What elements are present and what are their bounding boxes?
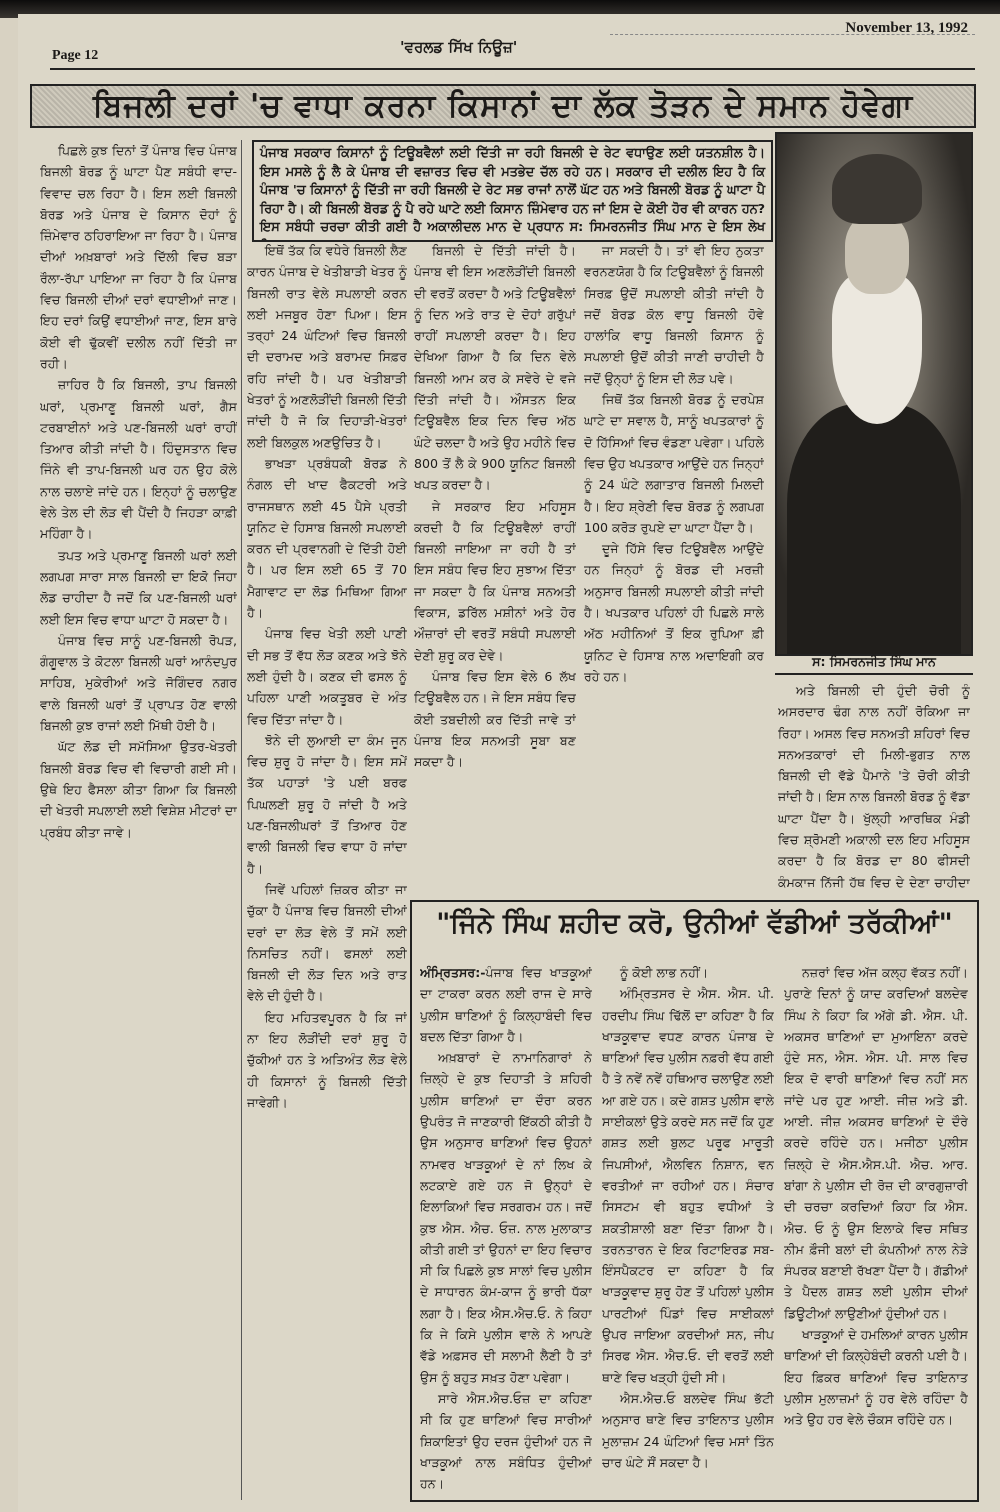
paragraph: ਨਜ਼ਰਾਂ ਵਿਚ ਅੱਜ ਕਲ੍ਹ ਵੱਕਤ ਨਹੀਂ। ਪੁਰਾਣੇ ਦਿਨਾਂ ਨੂੰ ਯਾਦ ਕਰਦਿਆਂ ਬਲਦੇਵ ਸਿੰਘ ਨੇ ਕਿਹਾ ਕਿ ਅੱਗੇ ਡੀ. ਐਸ. ਪੀ. ਅਕਸਰ ਥਾਣਿਆਂ ਦਾ ਮੁਆਇਨਾ ਕਰਦੇ ਹੁੰਦੇ ਸਨ, ਐਸ. ਐਸ. ਪੀ. ਸਾਲ ਵਿਚ ਇਕ ਦੋ ਵਾਰੀ ਥਾਣਿਆਂ ਵਿਚ ਨਹੀਂ ਸਨ ਜਾਂਦੇ ਪਰ ਹੁਣ ਆਈ. ਜੀਜ਼ ਅਤੇ ਡੀ. ਆਈ. ਜੀਜ਼ ਅਕਸਰ ਥਾਣਿਆਂ ਦੇ ਦੌਰੇ ਕਰਦੇ ਰਹਿੰਦੇ ਹਨ। ਮਜੀਠਾ ਪੁਲੀਸ ਜ਼ਿਲ੍ਹੇ ਦੇ ਐਸ.ਐਸ.ਪੀ. ਐਚ. ਆਰ. ਬਾਂਗਾ ਨੇ ਪੁਲੀਸ ਦੀ ਰੋਜ਼ ਦੀ ਕਾਰਗੁਜ਼ਾਰੀ ਦੀ ਚਰਚਾ ਕਰਦਿਆਂ ਕਿਹਾ ਕਿ ਐਸ. ਐਚ. ਓ ਨੂੰ ਉਸ ਇਲਾਕੇ ਵਿਚ ਸਥਿਤ ਨੀਮ ਫ਼ੌਜੀ ਬਲਾਂ ਦੀ ਕੰਪਨੀਆਂ ਨਾਲ ਨੇੜੇ ਸੰਪਰਕ ਬਣਾਈ ਰੱਖਣਾ ਪੈਂਦਾ ਹੈ। ਗੱਡੀਆਂ ਤੇ ਪੈਦਲ ਗਸ਼ਤ ਲਈ ਪੁਲੀਸ ਦੀਆਂ ਡਿਊਟੀਆਂ ਲਾਉਣੀਆਂ ਹੁੰਦੀਆਂ ਹਨ।: [784, 965, 968, 1321]
paragraph: ਨੂੰ ਕੋਈ ਲਾਭ ਨਹੀਂ।: [620, 965, 709, 980]
paragraph: ਜ਼ਾਹਿਰ ਹੈ ਕਿ ਬਿਜਲੀ, ਤਾਪ ਬਿਜਲੀ ਘਰਾਂ, ਪ੍ਰਮਾਣੂ ਬਿਜਲੀ ਘਰਾਂ, ਗੈਸ ਟਰਬਾਈਨਾਂ ਅਤੇ ਪਣ-ਬਿਜਲੀ ਘਰਾਂ ਰਾਹੀਂ ਤਿਆਰ ਕੀਤੀ ਜਾਂਦੀ ਹੈ। ਹਿੰਦੁਸਤਾਨ ਵਿਚ ਜਿੰਨੇ ਵੀ ਤਾਪ-ਬਿਜਲੀ ਘਰ ਹਨ ਉਹ ਕੋਲੇ ਨਾਲ ਚਲਾਏ ਜਾਂਦੇ ਹਨ। ਇਨ੍ਹਾਂ ਨੂੰ ਚਲਾਉਣ ਵੇਲੇ ਤੇਲ ਦੀ ਲੋੜ ਵੀ ਪੈਂਦੀ ਹੈ ਜਿਹੜਾ ਕਾਫ਼ੀ ਮਹਿੰਗਾ ਹੈ।: [40, 377, 237, 542]
column-divider: [241, 140, 242, 1500]
article-intro-box: ਪੰਜਾਬ ਸਰਕਾਰ ਕਿਸਾਨਾਂ ਨੂੰ ਟਿਊਬਵੈਲਾਂ ਲਈ ਦਿੱਤੀ ਜਾ ਰਹੀ ਬਿਜਲੀ ਦੇ ਰੇਟ ਵਧਾਉਣ ਲਈ ਯਤਨਸ਼ੀਲ ਹੈ। ਇਸ ਮਸਲੇ ਨੂੰ ਲੈ ਕੇ ਪੰਜਾਬ ਦੀ ਵਜ਼ਾਰਤ ਵਿਚ ਵੀ ਮਤਭੇਦ ਚੱਲ ਰਹੇ ਹਨ। ਸਰਕਾਰ ਦੀ ਦਲੀਲ ਇਹ ਹੈ ਕਿ ਪੰਜਾਬ 'ਚ ਕਿਸਾਨਾਂ ਨੂੰ ਦਿੱਤੀ ਜਾ ਰਹੀ ਬਿਜਲੀ ਦੇ ਰੇਟ ਸਭ ਰਾਜਾਂ ਨਾਲੋਂ ਘੱਟ ਹਨ ਅਤੇ ਬਿਜਲੀ ਬੋਰਡ ਨੂੰ ਘਾਟਾ ਪੈ ਰਿਹਾ ਹੈ। ਕੀ ਬਿਜਲੀ ਬੋਰਡ ਨੂੰ ਪੈ ਰਹੇ ਘਾਟੇ ਲਈ ਕਿਸਾਨ ਜ਼ਿੰਮੇਵਾਰ ਹਨ ਜਾਂ ਇਸ ਦੇ ਕੋਈ ਹੋਰ ਵੀ ਕਾਰਨ ਹਨ? ਇਸ ਸਬੰਧੀ ਚਰਚਾ ਕੀਤੀ ਗਈ ਹੈ ਅਕਾਲੀਦਲ ਮਾਨ ਦੇ ਪ੍ਰਧਾਨ ਸ: ਸਿਮਰਨਜੀਤ ਸਿੰਘ ਮਾਨ ਦੇ ਇਸ ਲੇਖ: [252, 140, 773, 242]
paragraph: ਪੰਜਾਬ ਵਿਚ ਸਾਨੂੰ ਪਣ-ਬਿਜਲੀ ਰੋਪੜ, ਗੰਗੂਵਾਲ ਤੇ ਕੋਟਲਾ ਬਿਜਲੀ ਘਰਾਂ ਆਨੰਦਪੁਰ ਸਾਹਿਬ, ਮੁਕੇਰੀਆਂ ਅਤੇ ਜੋਗਿੰਦਰ ਨਗਰ ਵਾਲੇ ਬਿਜਲੀ ਘਰਾਂ ਤੋਂ ਪ੍ਰਾਪਤ ਹੋਣ ਵਾਲੀ ਬਿਜਲੀ ਕੁਝ ਰਾਜਾਂ ਲਈ ਮਿੱਥੀ ਹੋਈ ਹੈ।: [40, 632, 237, 734]
article1-column-5: [778, 680, 970, 895]
article2-column-3: [784, 962, 968, 1497]
paragraph: ਘੱਟ ਲੋਡ ਦੀ ਸਮੱਸਿਆ ਉਤਰ-ਖੇਤਰੀ ਬਿਜਲੀ ਬੋਰਡ ਵਿਚ ਵੀ ਵਿਚਾਰੀ ਗਈ ਸੀ। ਉਥੇ ਇਹ ਫੈਸਲਾ ਕੀਤਾ ਗਿਆ ਕਿ ਬਿਜਲੀ ਦੀ ਖੇਤਰੀ ਸਪਲਾਈ ਲਈ ਵਿਸ਼ੇਸ਼ ਮੀਟਰਾਂ ਦਾ ਪ੍ਰਬੰਧ ਕੀਤਾ ਜਾਵੇ।: [40, 739, 237, 840]
article1-column-1: [40, 140, 237, 1505]
article2-box: [410, 900, 979, 1502]
article1-column-2: [247, 240, 407, 1505]
paragraph: ਤਪਤ ਅਤੇ ਪ੍ਰਮਾਣੂ ਬਿਜਲੀ ਘਰਾਂ ਲਈ ਲਗਪਗ ਸਾਰਾ ਸਾਲ ਬਿਜਲੀ ਦਾ ਇਕੋ ਜਿਹਾ ਲੋਡ ਚਾਹੀਦਾ ਹੈ ਜਦੋਂ ਕਿ ਪਣ-ਬਿਜਲੀ ਘਰਾਂ ਲਈ ਇਸ ਵਿਚ ਵਾਧਾ ਘਾਟਾ ਹੋ ਸਕਦਾ ਹੈ।: [40, 547, 237, 627]
article1-column-3: [414, 240, 576, 895]
article-headline: ਬਿਜਲੀ ਦਰਾਂ 'ਚ ਵਾਧਾ ਕਰਨਾ ਕਿਸਾਨਾਂ ਦਾ ਲੱਕ ਤੋੜਨ ਦੇ ਸਮਾਨ ਹੋਵੇਗਾ: [30, 84, 976, 128]
header-rule-short: [610, 34, 975, 35]
photo-figure-face: [845, 214, 909, 294]
paragraph: ਪੰਜਾਬ ਵਿਚ ਇਸ ਵੇਲੇ 6 ਲੱਖ ਟਿਊਬਵੈਲ ਹਨ। ਜੇ ਇਸ ਸਬੰਧ ਵਿਚ ਕੋਈ ਤਬਦੀਲੀ ਕਰ ਦਿੱਤੀ ਜਾਵੇ ਤਾਂ ਪੰਜਾਬ ਇਕ ਸਨਅਤੀ ਸੂਬਾ ਬਣ ਸਕਦਾ ਹੈ।: [414, 668, 576, 770]
photo-figure-turban: [832, 154, 922, 224]
paragraph: ਪੰਜਾਬ ਵਿਚ ਖਾੜਕੂਆਂ ਦਾ ਟਾਕਰਾ ਕਰਨ ਲਈ ਰਾਜ ਦੇ ਸਾਰੇ ਪੁਲੀਸ ਥਾਣਿਆਂ ਨੂੰ ਕਿਲ੍ਹਾਬੰਦੀ ਵਿਚ ਬਦਲ ਦਿੱਤਾ ਗਿਆ ਹੈ।: [420, 965, 592, 1044]
paragraph: ਪੰਜਾਬ ਵਿਚ ਖੇਤੀ ਲਈ ਪਾਣੀ ਦੀ ਸਭ ਤੋਂ ਵੱਧ ਲੋੜ ਕਣਕ ਅਤੇ ਝੋਨੇ ਲਈ ਹੁੰਦੀ ਹੈ। ਕਣਕ ਦੀ ਫਸਲ ਨੂੰ ਪਹਿਲਾ ਪਾਣੀ ਅਕਤੂਬਰ ਦੇ ਅੰਤ ਵਿਚ ਦਿੱਤਾ ਜਾਂਦਾ ਹੈ।: [247, 626, 407, 727]
paragraph: ਜਿਥੋਂ ਤੱਕ ਬਿਜਲੀ ਬੋਰਡ ਨੂੰ ਦਰਪੇਸ਼ ਘਾਟੇ ਦਾ ਸਵਾਲ ਹੈ, ਸਾਨੂੰ ਖਪਤਕਾਰਾਂ ਨੂੰ ਦੋ ਹਿੱਸਿਆਂ ਵਿਚ ਵੰਡਣਾ ਪਵੇਗਾ। ਪਹਿਲੇ ਵਿਚ ਉਹ ਖਪਤਕਾਰ ਆਉਂਦੇ ਹਨ ਜਿਨ੍ਹਾਂ ਨੂੰ 24 ਘੰਟੇ ਲਗਾਤਾਰ ਬਿਜਲੀ ਮਿਲਦੀ ਹੈ। ਇਹ ਸ਼੍ਰੇਣੀ ਵਿਚ ਬੋਰਡ ਨੂੰ ਲਗਪਗ 100 ਕਰੋੜ ਰੁਪਏ ਦਾ ਘਾਟਾ ਪੈਂਦਾ ਹੈ।: [584, 392, 764, 535]
article2-column-2: [602, 962, 774, 1497]
paragraph: ਝੋਨੇ ਦੀ ਲੁਆਈ ਦਾ ਕੰਮ ਜੂਨ ਵਿਚ ਸ਼ੁਰੂ ਹੋ ਜਾਂਦਾ ਹੈ। ਇਸ ਸਮੇਂ ਤੱਕ ਪਹਾੜਾਂ 'ਤੇ ਪਈ ਬਰਫ ਪਿਘਲਣੀ ਸ਼ੁਰੂ ਹੋ ਜਾਂਦੀ ਹੈ ਅਤੇ ਪਣ-ਬਿਜਲੀਘਰਾਂ ਤੋਂ ਤਿਆਰ ਹੋਣ ਵਾਲੀ ਬਿਜਲੀ ਵਿਚ ਵਾਧਾ ਹੋ ਜਾਂਦਾ ਹੈ।: [247, 732, 407, 876]
paragraph: ਸਾਰੇ ਐਸ.ਐਚ.ਓਜ਼ ਦਾ ਕਹਿਣਾ ਸੀ ਕਿ ਹੁਣ ਥਾਣਿਆਂ ਵਿਚ ਸਾਰੀਆਂ ਸ਼ਿਕਾਇਤਾਂ ਉਹ ਦਰਜ ਹੁੰਦੀਆਂ ਹਨ ਜੋ ਖਾੜਕੂਆਂ ਨਾਲ ਸਬੰਧਿਤ ਹੁੰਦੀਆਂ ਹਨ।: [420, 1390, 592, 1492]
header-rule: [50, 68, 975, 70]
paragraph: ਅਤੇ ਬਿਜਲੀ ਦੀ ਹੁੰਦੀ ਚੋਰੀ ਨੂੰ ਅਸਰਦਾਰ ਢੰਗ ਨਾਲ ਨਹੀਂ ਰੋਕਿਆ ਜਾ ਰਿਹਾ। ਅਸਲ ਵਿਚ ਸਨਅਤੀ ਸ਼ਹਿਰਾਂ ਵਿਚ ਸਨਅਤਕਾਰਾਂ ਦੀ ਮਿਲੀ-ਭੁਗਤ ਨਾਲ ਬਿਜਲੀ ਦੀ ਵੱਡੇ ਪੈਮਾਨੇ 'ਤੇ ਚੋਰੀ ਕੀਤੀ ਜਾਂਦੀ ਹੈ। ਇਸ ਨਾਲ ਬਿਜਲੀ ਬੋਰਡ ਨੂੰ ਵੱਡਾ ਘਾਟਾ ਪੈਂਦਾ ਹੈ। ਖੁੱਲ੍ਹੀ ਆਰਥਿਕ ਮੰਡੀ ਵਿਚ ਸ਼੍ਰੋਮਣੀ ਅਕਾਲੀ ਦਲ ਇਹ ਮਹਿਸੂਸ ਕਰਦਾ ਹੈ ਕਿ ਬੋਰਡ ਦਾ 80 ਫੀਸਦੀ ਕੰਮਕਾਜ ਨਿੱਜੀ ਹੱਥ ਵਿਚ ਦੇ ਦੇਣਾ ਚਾਹੀਦਾ: [778, 683, 970, 890]
article2-column-1-rest: [420, 1047, 592, 1494]
author-photo: [775, 132, 973, 656]
paragraph: ਇਥੋਂ ਤੱਕ ਕਿ ਵਧੇਰੇ ਬਿਜਲੀ ਲੈਣ ਕਾਰਨ ਪੰਜਾਬ ਦੇ ਖੇਤੀਬਾੜੀ ਖੇਤਰ ਨੂੰ ਬਿਜਲੀ ਰਾਤ ਵੇਲੇ ਸਪਲਾਈ ਕਰਨ ਲਈ ਮਜਬੂਰ ਹੋਣਾ ਪਿਆ। ਇਸ ਤਰ੍ਹਾਂ 24 ਘੰਟਿਆਂ ਵਿਚ ਬਿਜਲੀ ਦੀ ਦਰਾਮਦ ਅਤੇ ਬਰਾਮਦ ਸਿਫ਼ਰ ਰਹਿ ਜਾਂਦੀ ਹੈ। ਪਰ ਖੇਤੀਬਾੜੀ ਖੇਤਰਾਂ ਨੂੰ ਅਣਲੋੜੀਂਦੀ ਬਿਜਲੀ ਦਿੱਤੀ ਜਾਂਦੀ ਹੈ ਜੋ ਕਿ ਦਿਹਾੜੀ-ਖੇਤਰਾਂ ਲਈ ਬਿਲਕੁਲ ਅਣਉਚਿਤ ਹੈ।: [247, 243, 407, 450]
photo-caption: ਸ: ਸਿਮਰਨਜੀਤ ਸਿੰਘ ਮਾਨ: [775, 654, 973, 675]
paragraph: ਜਾ ਸਕਦੀ ਹੈ। ਤਾਂ ਵੀ ਇਹ ਨੁਕਤਾ ਵਰਨਣਯੋਗ ਹੈ ਕਿ ਟਿਊਬਵੈਲਾਂ ਨੂੰ ਬਿਜਲੀ ਸਿਰਫ਼ ਉਦੋਂ ਸਪਲਾਈ ਕੀਤੀ ਜਾਂਦੀ ਹੈ ਜਦੋਂ ਬੋਰਡ ਕੋਲ ਵਾਧੂ ਬਿਜਲੀ ਹੋਵੇ ਹਾਲਾਂਕਿ ਵਾਧੂ ਬਿਜਲੀ ਕਿਸਾਨ ਨੂੰ ਸਪਲਾਈ ਉਦੋਂ ਕੀਤੀ ਜਾਣੀ ਚਾਹੀਦੀ ਹੈ ਜਦੋਂ ਉਨ੍ਹਾਂ ਨੂੰ ਇਸ ਦੀ ਲੋੜ ਪਵੇ।: [584, 243, 764, 386]
masthead: 'ਵਰਲਡ ਸਿੱਖ ਨਿਊਜ਼': [400, 38, 518, 56]
article2-dateline: ਅੰਮ੍ਰਿਤਸਰ:-: [420, 965, 486, 980]
paragraph: ਐਸ.ਐਚ.ਓ ਬਲਦੇਵ ਸਿੰਘ ਭੱਟੀ ਅਨੁਸਾਰ ਥਾਣੇ ਵਿਚ ਤਾਇਨਾਤ ਪੁਲੀਸ ਮੁਲਾਜ਼ਮ 24 ਘੰਟਿਆਂ ਵਿਚ ਮਸਾਂ ਤਿੰਨ ਚਾਰ ਘੰਟੇ ਸੌਂ ਸਕਦਾ ਹੈ।: [602, 1390, 774, 1470]
paragraph: ਦੂਜੇ ਹਿੱਸੇ ਵਿਚ ਟਿਊਬਵੈਲ ਆਉਂਦੇ ਹਨ ਜਿਨ੍ਹਾਂ ਨੂੰ ਬੋਰਡ ਦੀ ਮਰਜ਼ੀ ਅਨੁਸਾਰ ਬਿਜਲੀ ਸਪਲਾਈ ਕੀਤੀ ਜਾਂਦੀ ਹੈ। ਖਪਤਕਾਰ ਪਹਿਲਾਂ ਹੀ ਪਿਛਲੇ ਸਾਲੇ ਅੱਠ ਮਹੀਨਿਆਂ ਤੋਂ ਇਕ ਰੁਪਿਆ ਫ਼ੀ ਯੂਨਿਟ ਦੇ ਹਿਸਾਬ ਨਾਲ ਅਦਾਇਗੀ ਕਰ ਰਹੇ ਹਨ।: [584, 541, 764, 684]
article2-headline: "ਜਿੰਨੇ ਸਿੰਘ ਸ਼ਹੀਦ ਕਰੋ, ਉਨੀਆਂ ਵੱਡੀਆਂ ਤਰੱਕੀਆਂ": [436, 908, 953, 939]
paragraph: ਜਿਵੇਂ ਪਹਿਲਾਂ ਜ਼ਿਕਰ ਕੀਤਾ ਜਾ ਚੁੱਕਾ ਹੈ ਪੰਜਾਬ ਵਿਚ ਬਿਜਲੀ ਦੀਆਂ ਦਰਾਂ ਦਾ ਲੋੜ ਵੇਲੇ ਤੋਂ ਸਮੇਂ ਲਈ ਨਿਸਚਿਤ ਨਹੀਂ। ਫਸਲਾਂ ਲਈ ਬਿਜਲੀ ਦੀ ਲੋੜ ਦਿਨ ਅਤੇ ਰਾਤ ਵੇਲੇ ਦੀ ਹੁੰਦੀ ਹੈ।: [247, 881, 407, 1004]
article1-column-4: [584, 240, 764, 895]
issue-date: November 13, 1992: [845, 20, 968, 36]
paragraph: ਅੰਮ੍ਰਿਤਸਰ ਦੇ ਐਸ. ਐਸ. ਪੀ. ਹਰਦੀਪ ਸਿੰਘ ਢਿੱਲੋਂ ਦਾ ਕਹਿਣਾ ਹੈ ਕਿ ਖਾੜਕੂਵਾਦ ਵਧਣ ਕਾਰਨ ਪੰਜਾਬ ਦੇ ਥਾਣਿਆਂ ਵਿਚ ਪੁਲੀਸ ਨਫ਼ਰੀ ਵੱਧ ਗਈ ਹੈ ਤੇ ਨਵੇਂ ਨਵੇਂ ਹਥਿਆਰ ਚਲਾਉਣ ਲਈ ਆ ਗਏ ਹਨ। ਕਦੇ ਗਸ਼ਤ ਪੁਲੀਸ ਵਾਲੇ ਸਾਈਕਲਾਂ ਉਤੇ ਕਰਦੇ ਸਨ ਜਦੋਂ ਕਿ ਹੁਣ ਗਸ਼ਤ ਲਈ ਬੁਲਟ ਪਰੂਫ ਮਾਰੂਤੀ ਜਿਪਸੀਆਂ, ਐਲਵਿਨ ਨਿਸ਼ਾਨ, ਵਨ ਵਰਤੀਆਂ ਜਾ ਰਹੀਆਂ ਹਨ। ਸੰਚਾਰ ਸਿਸਟਮ ਵੀ ਬਹੁਤ ਵਧੀਆਂ ਤੇ ਸ਼ਕਤੀਸ਼ਾਲੀ ਬਣਾ ਦਿੱਤਾ ਗਿਆ ਹੈ। ਤਰਨਤਾਰਨ ਦੇ ਇਕ ਰਿਟਾਇਰਡ ਸਬ-ਇੰਸਪੈਕਟਰ ਦਾ ਕਹਿਣਾ ਹੈ ਕਿ ਖਾੜਕੂਵਾਦ ਸ਼ੁਰੂ ਹੋਣ ਤੋਂ ਪਹਿਲਾਂ ਪੁਲੀਸ ਪਾਰਟੀਆਂ ਪਿੰਡਾਂ ਵਿਚ ਸਾਈਕਲਾਂ ਉਪਰ ਜਾਇਆ ਕਰਦੀਆਂ ਸਨ, ਜੀਪ ਸਿਰਫ ਐਸ. ਐਚ.ਓ. ਦੀ ਵਰਤੋਂ ਲਈ ਥਾਣੇ ਵਿਚ ਖੜ੍ਹੀ ਹੁੰਦੀ ਸੀ।: [602, 986, 774, 1385]
paragraph: ਅਖ਼ਬਾਰਾਂ ਦੇ ਨਾਮਾਨਿਗਾਰਾਂ ਨੇ ਜ਼ਿਲ੍ਹੇ ਦੇ ਕੁਝ ਦਿਹਾਤੀ ਤੇ ਸ਼ਹਿਰੀ ਪੁਲੀਸ ਥਾਣਿਆਂ ਦਾ ਦੌਰਾ ਕਰਨ ਉਪਰੰਤ ਜੋ ਜਾਣਕਾਰੀ ਇੱਕਠੀ ਕੀਤੀ ਹੈ ਉਸ ਅਨੁਸਾਰ ਥਾਣਿਆਂ ਵਿਚ ਉਹਨਾਂ ਨਾਮਵਰ ਖਾੜਕੂਆਂ ਦੇ ਨਾਂ ਲਿਖ ਕੇ ਲਟਕਾਏ ਗਏ ਹਨ ਜੋ ਉਨ੍ਹਾਂ ਦੇ ਇਲਾਕਿਆਂ ਵਿਚ ਸਰਗਰਮ ਹਨ। ਜਦੋਂ ਕੁਝ ਐਸ. ਐਚ. ਓਜ਼. ਨਾਲ ਮੁਲਾਕਾਤ ਕੀਤੀ ਗਈ ਤਾਂ ਉਹਨਾਂ ਦਾ ਇਹ ਵਿਚਾਰ ਸੀ ਕਿ ਪਿਛਲੇ ਕੁਝ ਸਾਲਾਂ ਵਿਚ ਪੁਲੀਸ ਦੇ ਸਾਧਾਰਨ ਕੰਮ-ਕਾਜ ਨੂੰ ਭਾਰੀ ਧੱਕਾ ਲਗਾ ਹੈ। ਇਕ ਐਸ.ਐਚ.ਓ. ਨੇ ਕਿਹਾ ਕਿ ਜੇ ਕਿਸੇ ਪੁਲੀਸ ਵਾਲੇ ਨੇ ਆਪਣੇ ਵੱਡੇ ਅਫ਼ਸਰ ਦੀ ਸਲਾਮੀ ਲੈਣੀ ਹੈ ਤਾਂ ਉਸ ਨੂੰ ਬਹੁਤ ਸਖ਼ਤ ਹੋਣਾ ਪਵੇਗਾ।: [420, 1050, 592, 1385]
photo-figure-beard: [832, 274, 922, 424]
paragraph: ਬਿਜਲੀ ਦੇ ਦਿੱਤੀ ਜਾਂਦੀ ਹੈ। ਪੰਜਾਬ ਵੀ ਇਸ ਅਣਲੋੜੀਂਦੀ ਬਿਜਲੀ ਦੀ ਵਰਤੋਂ ਕਰਦਾ ਹੈ ਅਤੇ ਟਿਊਬਵੈਲਾਂ ਨੂੰ ਦਿਨ ਅਤੇ ਰਾਤ ਦੇ ਦੋਹਾਂ ਗਰੁੱਪਾਂ ਰਾਹੀਂ ਸਪਲਾਈ ਕਰਦਾ ਹੈ। ਇਹ ਦੇਖਿਆ ਗਿਆ ਹੈ ਕਿ ਦਿਨ ਵੇਲੇ ਬਿਜਲੀ ਆਮ ਕਰ ਕੇ ਸਵੇਰੇ ਦੇ ਵਜੇ ਦਿੱਤੀ ਜਾਂਦੀ ਹੈ। ਔਸਤਨ ਇਕ ਟਿਊਬਵੈਲ ਇਕ ਦਿਨ ਵਿਚ ਅੱਠ ਘੰਟੇ ਚਲਦਾ ਹੈ ਅਤੇ ਉਹ ਮਹੀਨੇ ਵਿਚ 800 ਤੋਂ ਲੈ ਕੇ 900 ਯੂਨਿਟ ਬਿਜਲੀ ਖਪਤ ਕਰਦਾ ਹੈ।: [414, 243, 576, 493]
photo-figure-body: [787, 404, 961, 654]
paragraph: ਜੇ ਸਰਕਾਰ ਇਹ ਮਹਿਸੂਸ ਕਰਦੀ ਹੈ ਕਿ ਟਿਊਬਵੈਲਾਂ ਰਾਹੀਂ ਬਿਜਲੀ ਜਾਇਆ ਜਾ ਰਹੀ ਹੈ ਤਾਂ ਇਸ ਸਬੰਧ ਵਿਚ ਇਹ ਸੁਝਾਅ ਦਿੱਤਾ ਜਾ ਸਕਦਾ ਹੈ ਕਿ ਪੰਜਾਬ ਸਨਅਤੀ ਵਿਕਾਸ, ਡਰਿੱਲ ਮਸ਼ੀਨਾਂ ਅਤੇ ਹੋਰ ਔਜ਼ਾਰਾਂ ਦੀ ਵਰਤੋਂ ਸਬੰਧੀ ਸਪਲਾਈ ਦੇਣੀ ਸ਼ੁਰੂ ਕਰ ਦੇਵੇ।: [414, 498, 576, 663]
paragraph: ਭਾਖੜਾ ਪ੍ਰਬੰਧਕੀ ਬੋਰਡ ਨੇ ਨੰਗਲ ਦੀ ਖਾਦ ਫੈਕਟਰੀ ਅਤੇ ਰਾਜਸਥਾਨ ਲਈ 45 ਪੈਸੇ ਪ੍ਰਤੀ ਯੂਨਿਟ ਦੇ ਹਿਸਾਬ ਬਿਜਲੀ ਸਪਲਾਈ ਕਰਨ ਦੀ ਪ੍ਰਵਾਨਗੀ ਦੇ ਦਿੱਤੀ ਹੋਈ ਹੈ। ਪਰ ਇਸ ਲਈ 65 ਤੋਂ 70 ਮੈਗਾਵਾਟ ਦਾ ਲੋਡ ਮਿਥਿਆ ਗਿਆ ਹੈ।: [247, 455, 407, 621]
paragraph: ਖਾੜਕੂਆਂ ਦੇ ਹਮਲਿਆਂ ਕਾਰਨ ਪੁਲੀਸ ਥਾਣਿਆਂ ਦੀ ਕਿਲ੍ਹੇਬੰਦੀ ਕਰਨੀ ਪਈ ਹੈ। ਇਹ ਫ਼ਿਕਰ ਥਾਣਿਆਂ ਵਿਚ ਤਾਇਨਾਤ ਪੁਲੀਸ ਮੁਲਾਜ਼ਮਾਂ ਨੂੰ ਹਰ ਵੇਲੇ ਰਹਿੰਦਾ ਹੈ ਅਤੇ ਉਹ ਹਰ ਵੇਲੇ ਚੌਕਸ ਰਹਿੰਦੇ ਹਨ।: [784, 1327, 968, 1428]
page-number: Page 12: [52, 48, 99, 63]
article2-column-1: [420, 962, 592, 1497]
paragraph: ਪਿਛਲੇ ਕੁਝ ਦਿਨਾਂ ਤੋਂ ਪੰਜਾਬ ਵਿਚ ਪੰਜਾਬ ਬਿਜਲੀ ਬੋਰਡ ਨੂੰ ਘਾਟਾ ਪੈਣ ਸਬੰਧੀ ਵਾਦ-ਵਿਵਾਦ ਚਲ ਰਿਹਾ ਹੈ। ਇਸ ਲਈ ਬਿਜਲੀ ਬੋਰਡ ਅਤੇ ਪੰਜਾਬ ਦੇ ਕਿਸਾਨ ਦੋਹਾਂ ਨੂੰ ਜ਼ਿੰਮੇਵਾਰ ਠਹਿਰਾਇਆ ਜਾ ਰਿਹਾ ਹੈ। ਪੰਜਾਬ ਦੀਆਂ ਅਖ਼ਬਾਰਾਂ ਅਤੇ ਦਿੱਲੀ ਵਿਚ ਬੜਾ ਰੌਲਾ-ਰੱਪਾ ਪਾਇਆ ਜਾ ਰਿਹਾ ਹੈ ਕਿ ਪੰਜਾਬ ਵਿਚ ਬਿਜਲੀ ਦੀਆਂ ਦਰਾਂ ਵਧਾਈਆਂ ਜਾਣ। ਇਹ ਦਰਾਂ ਕਿਉਂ ਵਧਾਈਆਂ ਜਾਣ, ਇਸ ਬਾਰੇ ਕੋਈ ਵੀ ਢੁੱਕਵੀਂ ਦਲੀਲ ਨਹੀਂ ਦਿੱਤੀ ਜਾ ਰਹੀ।: [40, 143, 237, 371]
paragraph: ਇਹ ਮਹਿਤਵਪੂਰਨ ਹੈ ਕਿ ਜਾਂ ਨਾ ਇਹ ਲੋੜੀਂਦੀ ਦਰਾਂ ਸ਼ੁਰੂ ਹੋ ਚੁੱਕੀਆਂ ਹਨ ਤੇ ਅਤਿਅੰਤ ਲੋੜ ਵੇਲੇ ਹੀ ਕਿਸਾਨਾਂ ਨੂੰ ਬਿਜਲੀ ਦਿੱਤੀ ਜਾਵੇਗੀ।: [247, 1009, 407, 1110]
